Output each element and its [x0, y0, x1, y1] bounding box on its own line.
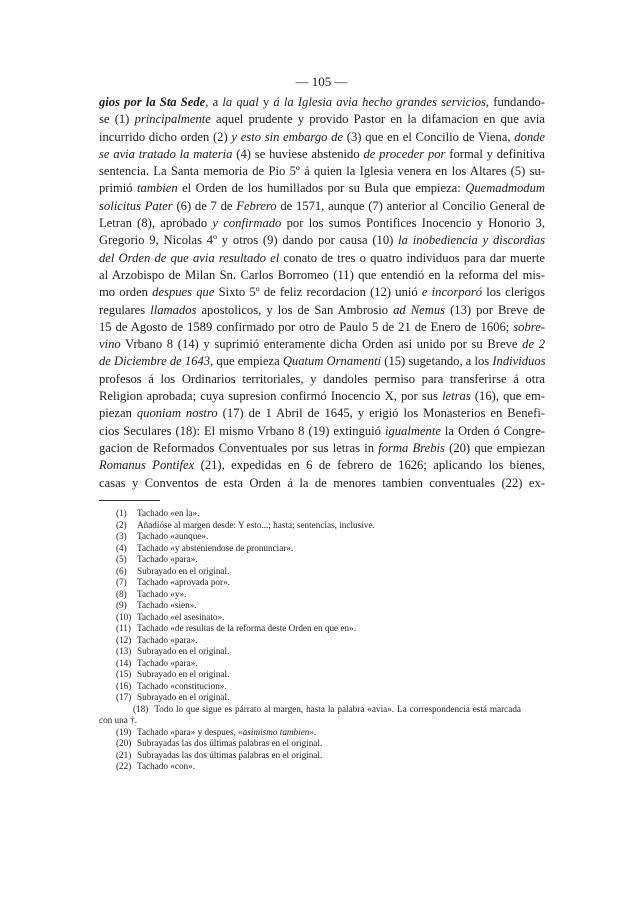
italic-segment: de Diciembre de 1643	[99, 354, 211, 369]
footnote-text: Todo lo que sigue es párrato al margen, hasta la palabra «avia». La correspondencia está marcada con una †.	[99, 703, 521, 725]
text-segment: conato de tres o quatro individuos para dar muerte	[279, 250, 545, 265]
text-segment: Gregorio 9, Nicolas 4º y otros (9) dando por causa (10)	[99, 233, 399, 248]
text-line	[99, 440, 545, 457]
page-number: — 105 —	[295, 74, 348, 89]
footnote-number: (15)	[116, 669, 132, 679]
text-line	[99, 215, 545, 232]
italic-segment: Quatum Ornamenti	[282, 354, 382, 369]
text-segment: aquel prudente y provido Pastor en la difamacion en que avia	[210, 112, 545, 127]
text-segment: gacion de Reformados Conventuales por sus letras in	[99, 440, 379, 455]
footnote-number: (8)	[116, 588, 127, 599]
footnote	[99, 508, 521, 520]
text-line	[99, 163, 545, 180]
italic-segment: igualmente	[384, 423, 441, 438]
text-segment: se (1)	[99, 112, 135, 127]
italic-segment: letras	[442, 389, 471, 404]
text-line	[99, 198, 545, 215]
italic-segment: de 2	[522, 337, 545, 352]
text-line	[99, 146, 545, 163]
footnote	[99, 554, 521, 566]
text-line	[99, 457, 545, 474]
text-segment: , a	[205, 95, 223, 109]
text-line	[99, 129, 545, 146]
text-segment: de 1571, aunque (7) anterior al Concilio General de	[276, 198, 546, 213]
footnote	[99, 577, 521, 589]
text-segment: (6) de 7 de	[172, 198, 237, 213]
italic-segment: ad Nemus	[393, 302, 446, 317]
footnote	[99, 531, 521, 543]
footnote	[99, 635, 521, 647]
italic-segment: solicitus Pater	[99, 198, 173, 213]
footnote	[99, 738, 521, 750]
italic-segment: del Orden de que avia resultado el	[99, 250, 280, 265]
text-line	[99, 475, 545, 492]
text-line	[99, 111, 545, 128]
footnote-text: Tachado «constitucion».	[137, 680, 227, 691]
italic-segment: forma Brebis	[378, 440, 445, 455]
footnote	[99, 681, 521, 693]
text-line	[99, 232, 545, 249]
footnote	[99, 543, 521, 555]
footnote	[99, 589, 521, 601]
footnotes	[99, 508, 521, 773]
footnote	[99, 692, 521, 704]
text-segment: Vrbano 8 (14) y suprimió enteramente dicha Orden asi unido por su Breve	[120, 337, 523, 352]
text-line	[99, 250, 545, 267]
text-segment: , fundando-	[485, 95, 546, 109]
italic-segment: tambien	[137, 181, 178, 196]
footnote	[99, 520, 521, 532]
footnote-text: Tachado «en la».	[137, 508, 200, 518]
italic-segment: á la Iglesia avia hecho grandes servicios	[273, 95, 486, 109]
text-segment: Religion aprobada; cuya supresion confirmó Inocencio X, por sus	[99, 389, 443, 404]
text-segment: regulares	[99, 302, 151, 317]
text-line	[99, 423, 545, 440]
italic-segment: gios por la Sta Sede	[99, 95, 206, 109]
text-segment: , que empieza	[210, 354, 283, 369]
footnote-number: (4)	[116, 542, 127, 553]
footnote	[99, 623, 521, 635]
text-line	[99, 405, 545, 422]
text-segment: (20) que empiezan	[444, 440, 545, 455]
footnote-number: (20)	[116, 738, 132, 748]
text-segment: mo orden	[99, 285, 153, 300]
footnote-text: Tachado «y absteniendose de pronunciar».	[137, 542, 294, 553]
footnote-number: (21)	[116, 749, 132, 760]
footnote-number: (10)	[116, 611, 132, 622]
text-line	[99, 336, 545, 353]
italic-segment: la inobediencia y discordias	[398, 233, 545, 248]
text-segment: profesos á los Ordinarios territoriales, y dandoles permiso para transferirse á otra	[99, 371, 545, 386]
italic-segment: Febrero	[236, 198, 277, 213]
italic-segment: Individuos	[492, 354, 546, 369]
footnote-number: (7)	[116, 577, 127, 587]
italic-segment: donde	[514, 129, 545, 144]
footnote-number: (9)	[116, 600, 127, 610]
text-segment: el Orden de los humillados por su Bula que empieza:	[177, 181, 466, 196]
italic-segment: despues que	[152, 285, 215, 300]
text-line	[99, 388, 545, 405]
text-segment: al Arzobispo de Milan Sn. Carlos Borromeo (11) que entendió en la reforma del mis-	[99, 267, 545, 282]
italic-segment: vino	[99, 337, 121, 352]
italic-segment: de proceder por	[363, 146, 446, 161]
italic-segment: sobre-	[513, 319, 545, 334]
text-line	[99, 302, 545, 319]
text-segment: incurrido dicho orden (2)	[99, 129, 232, 144]
text-segment: (15) sugetando, a los	[381, 354, 493, 369]
footnote-text: Tachado «el asesinato».	[137, 611, 225, 622]
text-segment: y	[258, 95, 274, 109]
text-segment: casas y Conventos de esta Orden á la de menores tambien conventuales (22) ex-	[99, 475, 545, 490]
footnote-text: Tachado «para» y despues,	[137, 726, 239, 737]
text-line	[99, 94, 545, 111]
text-segment: sentencia. La Santa memoria de Pio 5º á quien la Iglesia venera en los Altares (5) su-	[99, 164, 545, 179]
text-segment: Letran (8), aprobado	[99, 216, 213, 231]
footnote-number: (5)	[116, 554, 127, 564]
text-line	[99, 319, 545, 336]
footnote	[99, 727, 521, 739]
text-line	[99, 180, 545, 197]
body-text	[99, 94, 545, 492]
text-segment: (16), que em-	[470, 389, 545, 404]
footnote-text: Tachado «con».	[137, 761, 196, 771]
footnote-number: (13)	[116, 646, 132, 656]
text-line	[99, 353, 545, 370]
text-line	[99, 267, 545, 284]
footnote-number: (11)	[116, 623, 131, 633]
footnote-number: (1)	[116, 508, 127, 518]
footnote-text: Tachado «sien».	[137, 600, 197, 610]
footnote-text: Tachado «para».	[137, 657, 198, 668]
footnote	[99, 704, 521, 727]
footnote	[99, 750, 521, 762]
text-segment: formal y definitiva	[445, 146, 546, 161]
italic-segment: se avia tratado la materia	[99, 146, 233, 161]
footnote-text: Subrayado en el original.	[137, 669, 230, 679]
text-segment: (3) que en el Concilio de Viena,	[343, 129, 515, 144]
text-segment: piezan	[99, 406, 137, 421]
footnote-number: (12)	[116, 634, 132, 645]
footnote-text: Subrayado en el original.	[137, 646, 230, 656]
footnote-text: Tachado «para».	[137, 554, 198, 564]
footnote-text: Subrayadas las dos últimas palabras en el original.	[137, 749, 323, 760]
text-segment: apostolicos, y los de San Ambrosio	[196, 302, 394, 317]
footnote-text: Tachado «de resultas de la reforma deste Orden en que en».	[137, 623, 356, 633]
text-line	[99, 371, 545, 388]
text-segment: Sixto 5º de feliz recordacion (12) unió	[214, 285, 422, 300]
footnote-text: Tachado «para».	[137, 634, 198, 645]
text-segment: (17) de 1 Abril de 1645, y erigió los Monasterios en Benefi-	[217, 406, 546, 421]
footnote-text: Subrayado en el original.	[137, 692, 230, 702]
italic-segment: y esto sin embargo de	[231, 129, 344, 144]
text-segment: la Orden ó Congre-	[440, 423, 545, 438]
text-segment: (21), expedidas en 6 de febrero de 1626; aplicando los bienes,	[194, 458, 545, 473]
footnote	[99, 669, 521, 681]
footnote	[99, 566, 521, 578]
footnote	[99, 658, 521, 670]
footnote	[99, 612, 521, 624]
italic-segment: e incorporó	[421, 285, 483, 300]
text-segment: (13) por Breve de	[445, 302, 545, 317]
footnote-number: (18)	[133, 703, 149, 714]
text-segment: los clerigos	[482, 285, 545, 300]
footnote-text: Tachado «aunque».	[137, 531, 209, 541]
italic-segment: quoniam nostro	[136, 406, 218, 421]
text-segment: cios Seculares (18): El mismo Vrbano 8 (19) extinguió	[99, 423, 385, 438]
footnote	[99, 600, 521, 612]
footnote-text: Tachado «aprovada por».	[137, 577, 230, 587]
text-segment: (4) se huviese abstenido	[232, 146, 364, 161]
footnote-text: Añadióse al margen desde: Y esto...; hasta; sentencias, inclusive.	[137, 519, 375, 530]
footnote-number: (6)	[116, 565, 127, 576]
footnote-number: (17)	[116, 692, 132, 702]
footnote-text: Subrayado en el original.	[137, 565, 230, 576]
footnote-number: (2)	[116, 519, 127, 530]
footnote-number: (19)	[116, 726, 132, 737]
italic-segment: principalmente	[134, 112, 211, 127]
text-segment: 15 de Agosto de 1589 confirmado por otro de Paulo 5 de 21 de Enero de 1606;	[99, 319, 514, 334]
footnote-text: Tachado «y».	[137, 588, 187, 599]
italic-segment: la qual	[222, 95, 259, 109]
footnote-divider	[99, 500, 160, 501]
footnote-italic-text: «asimismo tambien».	[238, 726, 317, 737]
footnote	[99, 761, 521, 773]
footnote-number: (16)	[116, 680, 132, 691]
italic-segment: Quemadmodum	[465, 181, 545, 196]
footnote	[99, 646, 521, 658]
footnote-number: (22)	[116, 761, 132, 771]
footnote-number: (3)	[116, 531, 127, 541]
italic-segment: llamados	[150, 302, 197, 317]
footnote-number: (14)	[116, 657, 132, 668]
footnote-text: Subrayadas las dos últimas palabras en el original.	[137, 738, 323, 748]
text-segment: primió	[99, 181, 138, 196]
italic-segment: Romanus Pontifex	[99, 458, 195, 473]
italic-segment: y confirmado	[212, 216, 282, 231]
text-segment: por los sumos Pontifices Inocencio y Honorio 3,	[281, 216, 545, 231]
text-line	[99, 284, 545, 301]
